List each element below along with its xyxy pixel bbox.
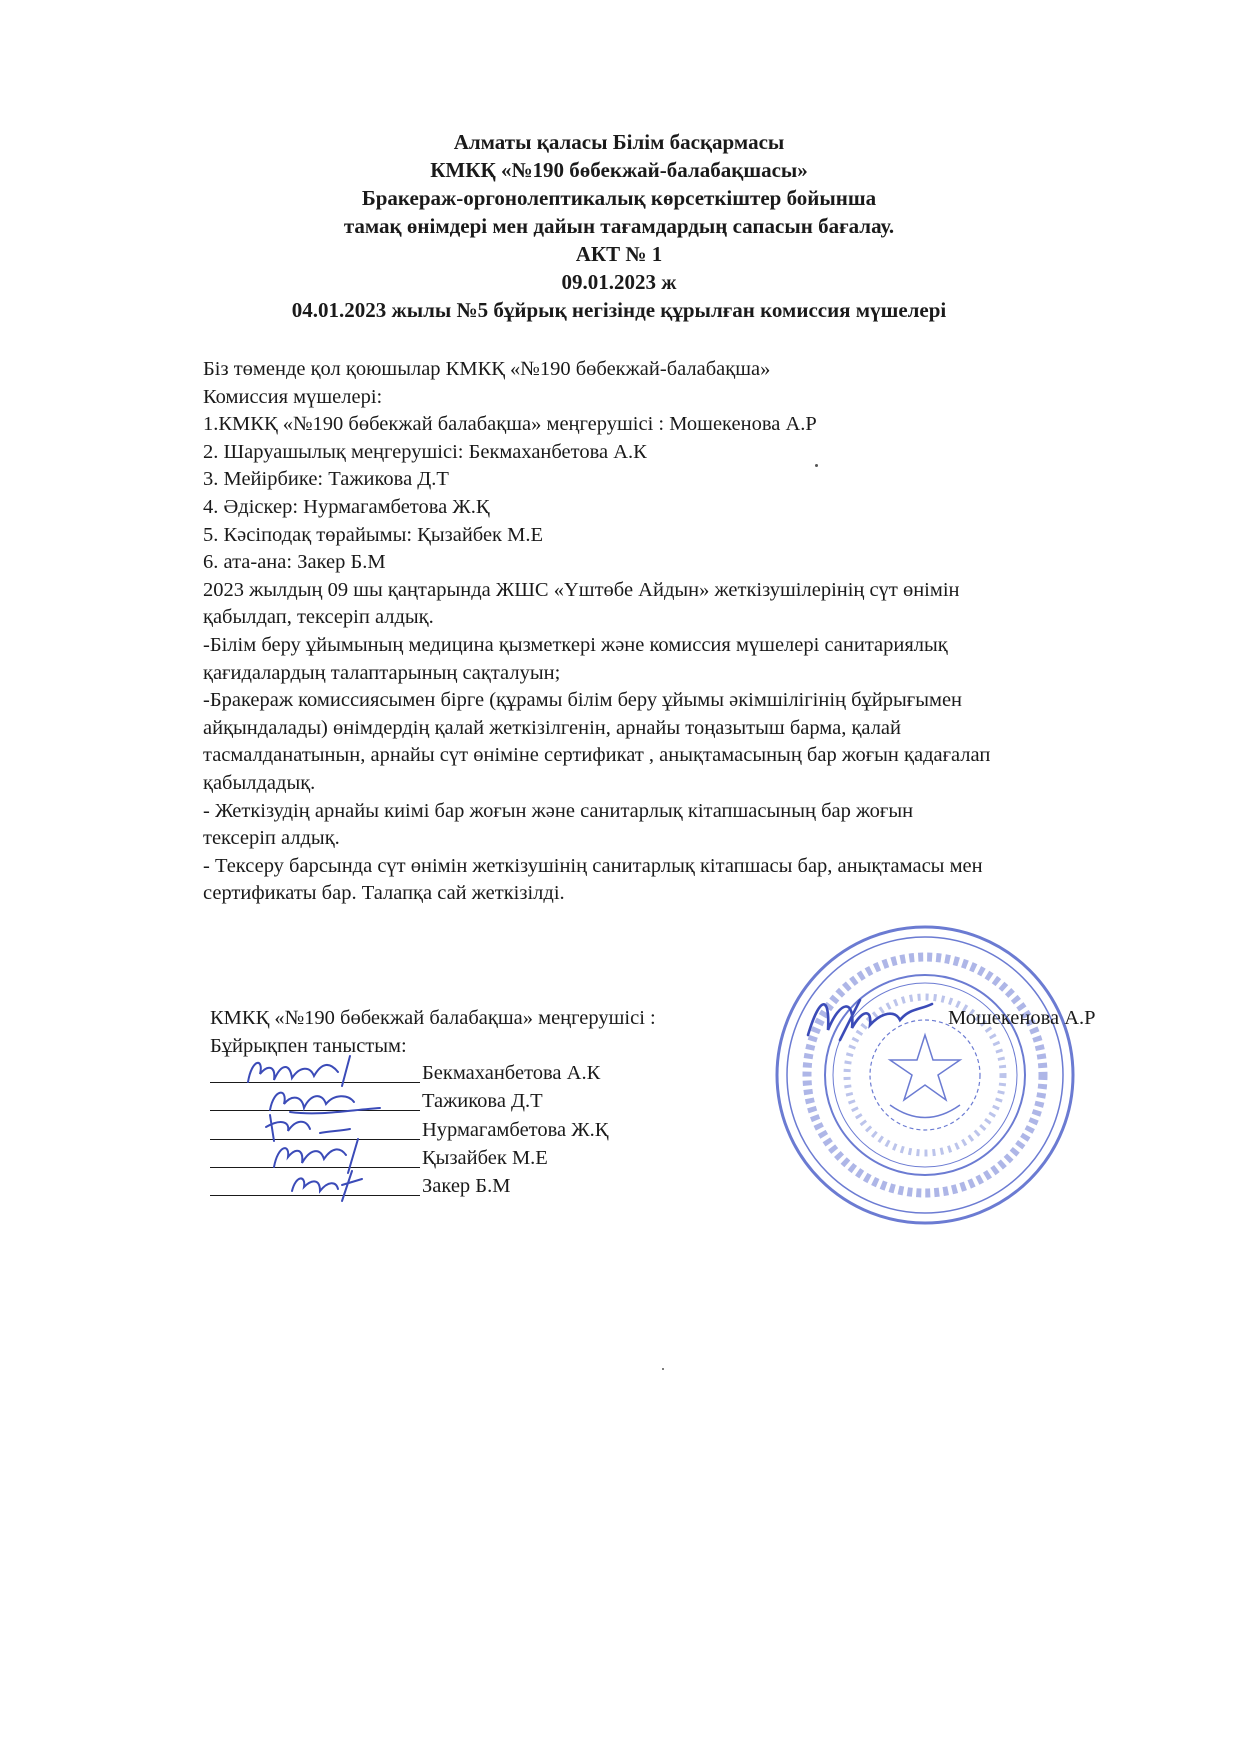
scan-speck [662,1368,664,1370]
member-name: Бекмаханбетова А.К [422,1062,601,1085]
body-line: Комиссия мүшелері: [203,385,383,408]
body-line: тасмалданатынын, арнайы сүт өніміне сертификат , анықтамасының бар жоғын қадағалап [203,744,991,767]
director-name-right: Мошекенова А.Р [948,1007,1096,1029]
body-line: 2. Шаруашылық меңгерушісі: Бекмаханбетова А.К [203,440,647,463]
body-line: қағидалардың талаптарының сақталуын; [203,661,561,684]
body-line: 2023 жылдың 09 шы қаңтарында ЖШС «Үштөбе Айдын» жеткізушілерінің сүт өнімін [203,578,960,601]
body-line: тексеріп алдық. [203,827,340,850]
member-name: Қызайбек М.Е [422,1147,548,1170]
body-line: - Тексеру барсында сүт өнімін жеткізушінің санитарлық кітапшасы бар, анықтамасы мен [203,854,983,877]
member-name: Нурмагамбетова Ж.Қ [422,1118,609,1141]
body-line: -Бракераж комиссиясымен бірге (құрамы білім беру ұйымы әкімшілігінің бұйрығымен [203,689,963,712]
body-line: Біз төменде қол қоюшылар КМКҚ «№190 бөбекжай-балабақша» [203,358,771,380]
act-body [203,356,1203,908]
header-department: Алматы қаласы Білім басқармасы [453,130,785,154]
body-line: - Жеткізудің арнайы киімі бар жоғын және санитарлық кітапшасының бар жоғын [203,799,914,822]
act-date: 09.01.2023 ж [561,270,677,294]
body-line: 3. Мейірбике: Тажикова Д.Т [203,468,449,491]
member-signature-row [210,1173,656,1201]
member-name: Тажикова Д.Т [422,1090,543,1113]
body-line: 1.КМКҚ «№190 бөбекжай балабақша» меңгерушісі : Мошекенова А.Р [203,413,817,436]
body-line: қабылдадық. [203,771,316,794]
header-subject-line-2: тамақ өнімдері мен дайын тағамдардың сапасын бағалау. [343,214,895,238]
body-line: 4. Әдіскер: Нурмагамбетова Ж.Қ [203,495,490,518]
body-line: сертификаты бар. Талапқа сай жеткізілді. [203,882,565,905]
member-name: Закер Б.М [422,1175,511,1198]
director-signature-icon [800,990,940,1050]
body-line: айқындалады) өнімдердің қалай жеткізілгенін, арнайы тоңазытыш барма, қалай [203,716,902,739]
commission-basis: 04.01.2023 жылы №5 бұйрық негізінде құрылған комиссия мүшелері [291,298,947,322]
act-title: АКТ № 1 [575,242,663,266]
body-line: 5. Кәсіподақ төрайымы: Қызайбек М.Е [203,523,544,546]
body-line: -Білім беру ұйымының медицина қызметкері және комиссия мүшелері санитариялық [203,633,948,656]
director-signature-label: КМКҚ «№190 бөбекжай балабақша» меңгерушісі : [210,1007,656,1029]
handwritten-signature-icon [230,1165,420,1203]
header-subject-line-1: Бракераж-оргонолептикалық көрсеткіштер бойынша [361,186,877,210]
signature-block [210,1005,656,1202]
document-header [0,128,1238,324]
acquainted-label: Бұйрықпен таныстым: [210,1034,407,1057]
official-stamp-icon [770,920,1080,1230]
header-organization: КМКҚ «№190 бөбекжай-балабақшасы» [430,158,808,182]
body-line: 6. ата-ана: Закер Б.М [203,551,386,574]
body-line: қабылдап, тексеріп алдық. [203,606,434,629]
scan-speck [815,464,818,467]
